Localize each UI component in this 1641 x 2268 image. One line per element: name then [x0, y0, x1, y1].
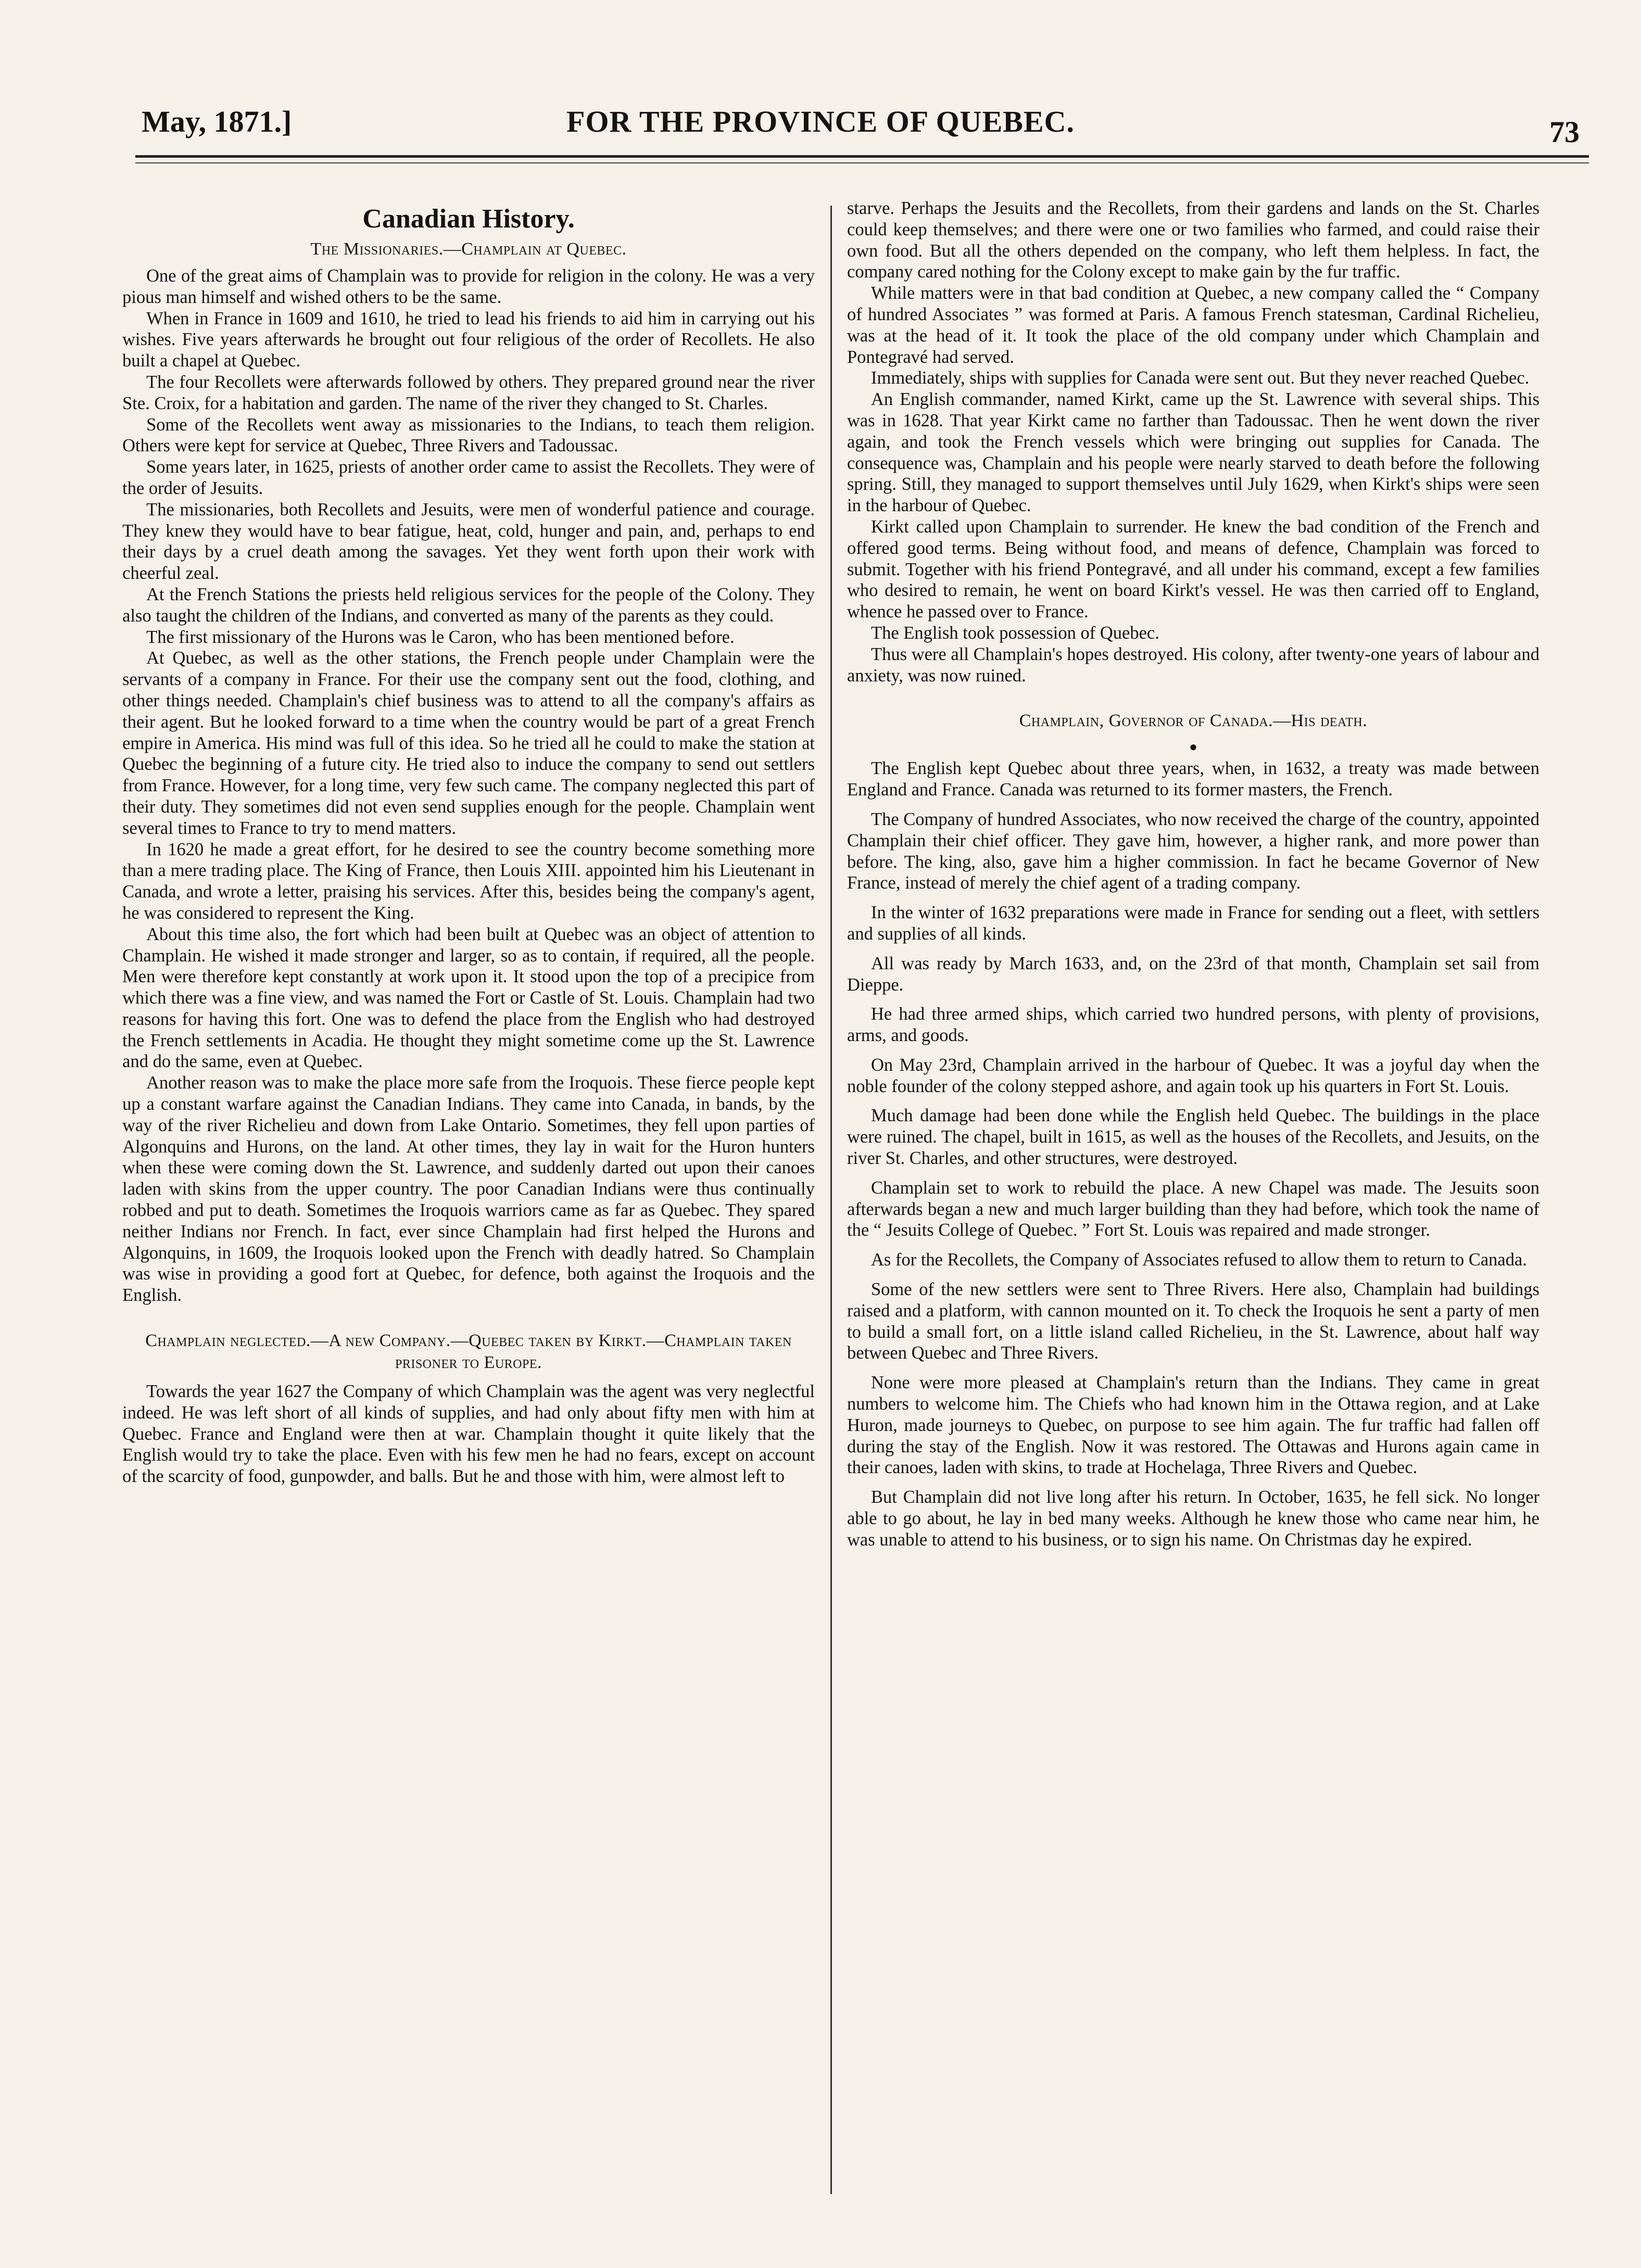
page-title: FOR THE PROVINCE OF QUEBEC.	[566, 105, 1075, 138]
section-bullet: ●	[1189, 739, 1197, 755]
paragraph: As for the Recollets, the Company of Associates refused to allow them to return to Canada.	[871, 1250, 1527, 1270]
paragraph: At the French Stations the priests held religious services for the people of the Colony. They also taught the children of the Indians, and converted as many of the parents as they could.	[122, 584, 815, 626]
header-rule-thin	[135, 162, 1589, 163]
paragraph: Immediately, ships with supplies for Canada were sent out. But they never reached Quebec.	[871, 368, 1530, 388]
section-heading: Champlain neglected.—A new Company.—Quebec taken by Kirkt.—Champlain taken prisoner to Europe.	[145, 1331, 792, 1373]
paragraph: While matters were in that bad condition at Quebec, a new company called the “ Company of hundred Associates ” was formed at Paris. A famous French statesman, Cardinal Richelieu, was at the head of it. It took the place of the old company under which Champlain and Pontegravé had served.	[847, 283, 1539, 367]
issue-date: May, 1871.]	[142, 105, 292, 138]
paragraph: About this time also, the fort which had been built at Quebec was an object of attention to Champlain. He wished it made stronger and larger, so as to contain, if required, all the people. Men were therefore kept constantly at work upon it. It stood upon the top of a precipice from which there was a fine view, and was named the Fort or Castle of St. Louis. Champlain had two reasons for having this fort. One was to defend the place from the English who had destroyed the French settlements in Acadia. He thought they might sometime come up the St. Lawrence and do the same, even at Quebec.	[122, 924, 815, 1072]
paragraph: All was ready by March 1633, and, on the 23rd of that month, Champlain set sail from Dieppe.	[847, 953, 1539, 995]
paragraph: Thus were all Champlain's hopes destroyed. His colony, after twenty-one years of labour and anxiety, was now ruined.	[847, 644, 1539, 686]
paragraph: One of the great aims of Champlain was to provide for religion in the colony. He was a very pious man himself and wished others to be the same.	[122, 266, 815, 307]
header-rule-thick	[135, 155, 1589, 158]
paragraph: Kirkt called upon Champlain to surrender. He knew the bad condition of the French and offered good terms. Being without food, and means of defence, Champlain was forced to submit. Together with his friend Pontegravé, and all under his command, except a few families who desired to remain, he went on board Kirkt's vessel. He was then carried off to England, whence he passed over to France.	[847, 516, 1539, 622]
article-subtitle: The Missionaries.—Champlain at Quebec.	[310, 239, 627, 259]
paragraph: On May 23rd, Champlain arrived in the harbour of Quebec. It was a joyful day when the noble founder of the colony stepped ashore, and again took up his quarters in Fort St. Louis.	[847, 1055, 1539, 1096]
section-heading: Champlain, Governor of Canada.—His death.	[1019, 711, 1368, 731]
paragraph: At Quebec, as well as the other stations, the French people under Champlain were the servants of a company in France. For their use the company sent out the food, clothing, and other things needed. Champlain's chief business was to attend to all the company's affairs as their agent. But he looked forward to a time when the country would be part of a great French empire in America. His mind was full of this idea. So he tried all he could to make the station at Quebec the beginning of a future city. He tried also to induce the company to send out settlers from France. However, for a long time, very few such came. The company neglected this part of their duty. They sometimes did not even send supplies enough for the people. Champlain went several times to France to try to mend matters.	[122, 648, 815, 838]
paragraph: The English took possession of Quebec.	[871, 623, 1159, 643]
paragraph: Another reason was to make the place more safe from the Iroquois. These fierce people kept up a constant warfare against the Canadian Indians. They came into Canada, in bands, by the way of the river Richelieu and down from Lake Ontario. Sometimes, they fell upon parties of Algonquins and Hurons, on the land. At other times, they lay in wait for the Huron hunters when these were coming down the St. Lawrence, and suddenly darted out upon their canoes laden with skins from the upper country. The poor Canadian Indians were thus continually robbed and put to death. Sometimes the Iroquois warriors came as far as Quebec. They spared neither Indians nor French. In fact, ever since Champlain had first helped the Hurons and Algonquins, in 1609, the Iroquois looked upon the French with deadly hatred. So Champlain was wise in providing a good fort at Quebec, for defence, both against the Iroquois and the English.	[122, 1073, 815, 1306]
paragraph: An English commander, named Kirkt, came up the St. Lawrence with several ships. This was in 1628. That year Kirkt came no farther than Tadoussac. Then he went down the river again, and took the French vessels which were bringing out supplies for Canada. The consequence was, Champlain and his people were nearly starved to death before the following spring. Still, they managed to support themselves until July 1629, when Kirkt's ships were seen in the harbour of Quebec.	[847, 389, 1539, 516]
paragraph: Much damage had been done while the English held Quebec. The buildings in the place were ruined. The chapel, built in 1615, as well as the houses of the Recollets, and Jesuits, on the river St. Charles, and other structures, were destroyed.	[847, 1106, 1539, 1169]
paragraph: The Company of hundred Associates, who now received the charge of the country, appointed Champlain their chief officer. They gave him, however, a higher rank, and more power than before. The king, also, gave him a higher commission. In fact he became Governor of New France, instead of merely the chief agent of a trading company.	[847, 809, 1539, 893]
page-number: 73	[1549, 115, 1580, 149]
paragraph: None were more pleased at Champlain's return than the Indians. They came in great numbers to welcome him. The Chiefs who had known him in the Ottawa region, and at Lake Huron, made journeys to Quebec, on purpose to see him again. The fur traffic had fallen off during the stay of the English. Now it was restored. The Ottawas and Hurons again came in their canoes, laden with skins, to trade at Hochelaga, Three Rivers and Quebec.	[847, 1373, 1539, 1478]
paragraph-continued: starve. Perhaps the Jesuits and the Recollets, from their gardens and lands on the St. Charles could keep themselves; and there were one or two families who farmed, and could raise their own food. But all the others depended on the company, who left them helpless. In fact, the company cared nothing for the Colony except to make gain by the fur traffic.	[847, 198, 1539, 282]
column-divider	[830, 206, 832, 2194]
paragraph: In 1620 he made a great effort, for he desired to see the country become something more than a mere trading place. The King of France, then Louis XIII. appointed him his Lieutenant in Canada, and wrote a letter, praising his services. After this, besides being the company's agent, he was considered to represent the King.	[122, 839, 815, 923]
paragraph: Some of the Recollets went away as missionaries to the Indians, to teach them religion. Others were kept for service at Quebec, Three Rivers and Tadoussac.	[122, 414, 815, 456]
paragraph: Some years later, in 1625, priests of another order came to assist the Recollets. They were of the order of Jesuits.	[122, 457, 815, 498]
paragraph: He had three armed ships, which carried two hundred persons, with plenty of provisions, arms, and goods.	[847, 1004, 1539, 1046]
paragraph: The missionaries, both Recollets and Jesuits, were men of wonderful patience and courage. They knew they would have to bear fatigue, heat, cold, hunger and pain, and, perhaps to end their days by a cruel death among the savages. Yet they went forth upon their work with cheerful zeal.	[122, 499, 815, 584]
article-title: Canadian History.	[362, 204, 575, 234]
paragraph: But Champlain did not live long after his return. In October, 1635, he fell sick. No longer able to go about, he lay in bed many weeks. Although he knew those who came near him, he was unable to attend to his business, or to sign his name. On Christmas day he expired.	[847, 1487, 1539, 1550]
paragraph: The first missionary of the Hurons was le Caron, who has been mentioned before.	[146, 627, 735, 647]
paragraph: Some of the new settlers were sent to Three Rivers. Here also, Champlain had buildings raised and a platform, with cannon mounted on it. To check the Iroquois he sent a party of men to build a small fort, on a little island called Richelieu, in the St. Lawrence, about half way between Quebec and Three Rivers.	[847, 1279, 1539, 1363]
paragraph: Towards the year 1627 the Company of which Champlain was the agent was very neglectful indeed. He was left short of all kinds of supplies, and had only about fifty men with him at Quebec. France and England were then at war. Champlain thought it quite likely that the English would try to take the place. Even with his few men he had no fears, except on account of the scarcity of food, gunpowder, and balls. But he and those with him, were almost left to	[122, 1382, 815, 1487]
paragraph: In the winter of 1632 preparations were made in France for sending out a fleet, with settlers and supplies of all kinds.	[847, 903, 1539, 944]
paragraph: When in France in 1609 and 1610, he tried to lead his friends to aid him in carrying out his wishes. Five years afterwards he brought out four religious of the order of Recollets. He also built a chapel at Quebec.	[122, 308, 815, 371]
paragraph: The four Recollets were afterwards followed by others. They prepared ground near the river Ste. Croix, for a habitation and garden. The name of the river they changed to St. Charles.	[122, 372, 815, 413]
paragraph: The English kept Quebec about three years, when, in 1632, a treaty was made between England and France. Canada was returned to its former masters, the French.	[847, 758, 1539, 800]
right-column	[847, 198, 1539, 2191]
left-column	[122, 198, 815, 2191]
paragraph: Champlain set to work to rebuild the place. A new Chapel was made. The Jesuits soon afterwards began a new and much larger building than they had before, which took the name of the “ Jesuits College of Quebec. ” Fort St. Louis was repaired and made stronger.	[847, 1177, 1539, 1240]
